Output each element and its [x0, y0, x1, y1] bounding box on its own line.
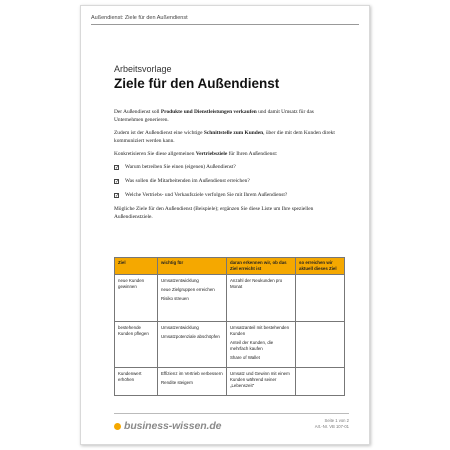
checklist-item	[114, 177, 344, 185]
p2-text-a: Zudem ist der Außendienst eine wichtige	[114, 130, 204, 136]
important-item: neue Zielgruppen erreichen	[161, 287, 215, 292]
p1-text-c: und damit Umsatz für das Unternehmen generieren.	[114, 109, 314, 123]
column-header-current: so erreichen wir aktuell dieses Ziel	[296, 258, 345, 275]
table-header-row	[115, 258, 345, 275]
checkbox-checked-icon: ✓	[115, 192, 120, 199]
page-number: Seite 1 von 2	[324, 418, 349, 423]
important-item: Risiko streuen	[161, 296, 189, 301]
checklist-text: Welche Vertriebs- und Verkaufsziele verfolgen Sie mit Ihrem Außendienst?	[125, 192, 288, 198]
p2-text-bold: Schnittstelle zum Kunden	[203, 130, 264, 136]
column-header-goal: Ziel	[115, 258, 158, 275]
cell-indicator	[227, 322, 296, 368]
table-row	[115, 368, 345, 396]
indicator-item: Anteil der Kunden, die mehrfach kaufen	[230, 340, 274, 351]
indicator-item: Umsatzanteil mit bestehenden Kunden	[230, 325, 290, 336]
cell-important	[158, 368, 227, 396]
cell-important	[158, 322, 227, 368]
important-item: Umsatzentwicklung	[161, 325, 199, 330]
goal-text: Kundenwert erhöhen	[118, 371, 142, 382]
cell-current[interactable]	[296, 322, 345, 368]
running-header: Außendienst: Ziele für den Außendienst	[91, 15, 188, 21]
cell-current[interactable]	[296, 275, 345, 322]
footer-meta	[315, 418, 349, 430]
checkbox-checked-icon: ✓	[115, 164, 120, 171]
indicator-item: Share of Wallet	[230, 355, 260, 360]
p3-text-c: für Ihren Außendienst:	[227, 151, 278, 157]
checklist-text: Warum betreiben Sie einen (eigenen) Außendienst?	[125, 164, 236, 170]
column-header-indicator: daran erkennen wir, ob das Ziel erreicht ist	[227, 258, 296, 275]
important-item: Effizienz im Vertrieb verbessern	[161, 371, 223, 376]
cell-goal	[115, 368, 158, 396]
p1-text-a: Der Außendienst soll	[114, 109, 161, 115]
checklist-text: Was sollen die Mitarbeitenden im Außendienst erreichen?	[125, 178, 250, 184]
indicator-item: Umsatz und Gewinn mit einem Kunden während seiner „Lebenszeit“	[230, 371, 290, 388]
p3-text-a: Konkretisieren Sie diese allgemeinen	[114, 151, 196, 157]
article-number: Art.-Nr. VB 107-01	[314, 424, 349, 429]
checkbox-checked-icon: ✓	[115, 178, 120, 185]
important-item: Rendite steigern	[161, 380, 193, 385]
column-header-important: wichtig für	[158, 258, 227, 275]
cell-important	[158, 275, 227, 322]
document-page	[80, 5, 370, 445]
important-item: Umsatzentwicklung	[161, 278, 199, 283]
table-row	[115, 322, 345, 368]
paragraph-1	[114, 108, 344, 124]
cell-goal	[115, 275, 158, 322]
goal-text: neue Kunden gewinnen	[118, 278, 145, 289]
paragraph-4: Mögliche Ziele für den Außendienst (Beispiele); ergänzen Sie diese Liste um Ihre speziellen Außendienstziele.	[114, 206, 314, 220]
goals-table	[114, 257, 345, 396]
document-title: Ziele für den Außendienst	[114, 76, 280, 91]
cell-indicator	[227, 368, 296, 396]
indicator-item: Anzahl der Neukunden pro Monat	[230, 278, 283, 289]
document-body	[114, 108, 344, 226]
cell-current[interactable]	[296, 368, 345, 396]
checklist-item	[114, 163, 344, 171]
document-label: Arbeitsvorlage	[114, 64, 172, 74]
p2-text-c: , über die mit dem Kunden direkt kommuniziert werden kann.	[114, 130, 335, 144]
paragraph-2	[114, 129, 344, 145]
goal-text: bestehende Kunden pflegen	[118, 325, 149, 336]
p1-text-bold: Produkte und Dienstleistungen verkaufen	[160, 109, 257, 115]
footer-logo	[114, 420, 221, 432]
paragraph-3	[114, 150, 344, 158]
important-item: Umsatzpotenziale abschöpfen	[161, 334, 220, 339]
cell-indicator	[227, 275, 296, 322]
p3-text-bold: Vertriebsziele	[195, 151, 228, 157]
header-divider	[91, 24, 359, 25]
checklist-item	[114, 191, 344, 199]
logo-text: business-wissen.de	[124, 420, 222, 432]
logo-dot-icon	[114, 423, 121, 430]
footer-divider	[114, 413, 349, 414]
cell-goal	[115, 322, 158, 368]
table-row	[115, 275, 345, 322]
